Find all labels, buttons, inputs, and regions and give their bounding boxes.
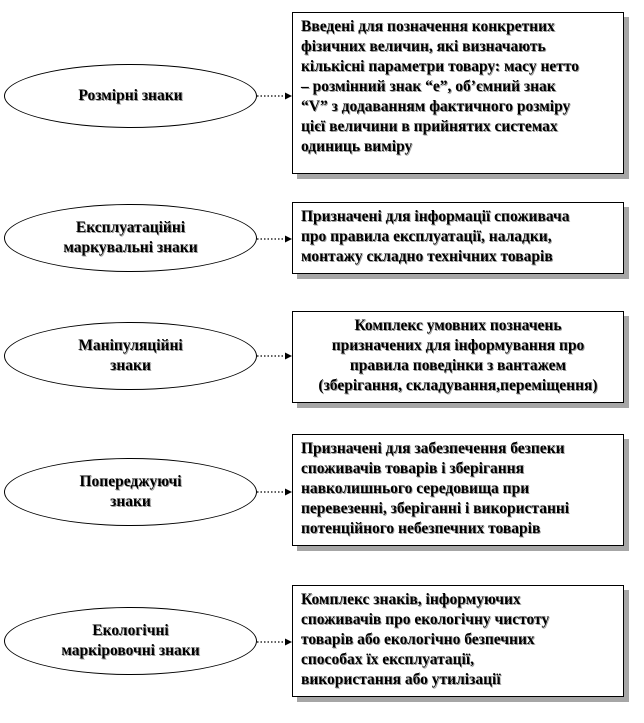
- description-line: Введені для позначення конкретних: [301, 18, 555, 35]
- description-line: способах їх експлуатації,: [301, 651, 475, 668]
- description-line: цієї величини в прийнятих системах: [301, 118, 558, 135]
- description-box: [292, 585, 624, 697]
- description-line: потенційного небезпечних товарів: [301, 520, 541, 537]
- sign-type-ellipse: [4, 204, 257, 272]
- description-line: “V” з додаванням фактичного розміру: [301, 98, 571, 115]
- dotted-arrow-icon: [257, 351, 292, 361]
- description-box: [292, 202, 624, 274]
- description-box: [292, 311, 624, 403]
- dotted-arrow-icon: [257, 91, 292, 101]
- description-line: фізичних величин, які визначають: [301, 38, 546, 55]
- description-line: Комплекс умовних позначень: [354, 317, 562, 334]
- sign-type-ellipse: [4, 322, 257, 390]
- description-line: перевезенні, зберіганні і використанні: [301, 500, 570, 517]
- dotted-arrow-icon: [257, 487, 292, 497]
- sign-type-ellipse: [4, 458, 257, 526]
- description-line: правила поведінки з вантажем: [349, 357, 567, 374]
- description-line: споживачів товарів і зберігання: [301, 460, 525, 477]
- description-line: Призначені для інформації споживача: [301, 208, 570, 225]
- arrow-connector: [257, 637, 292, 647]
- description-box: [292, 434, 624, 546]
- sign-type-label: Попереджуючі: [79, 473, 182, 490]
- sign-type-ellipse: [4, 607, 257, 675]
- description-line: монтажу складно технічних товарів: [301, 248, 553, 265]
- description-line: про правила експлуатації, наладки,: [301, 228, 552, 245]
- description-line: Комплекс знаків, інформуючих: [301, 591, 521, 608]
- dotted-arrow-icon: [257, 637, 292, 647]
- description-line: (зберігання, складування,переміщення): [318, 377, 598, 394]
- arrow-connector: [257, 91, 292, 101]
- description-line: одиниць виміру: [301, 138, 413, 155]
- sign-type-label: маркіровочні знаки: [61, 642, 200, 659]
- description-line: – розмінний знак “e”, об’ємний знак: [301, 78, 556, 95]
- sign-type-label: Експлуатаційні: [75, 219, 186, 236]
- description-line: товарів або екологічно безпечних: [301, 631, 535, 648]
- sign-type-label: Розмірні знаки: [78, 87, 183, 104]
- description-line: використання або утилізації: [301, 671, 501, 688]
- sign-type-label: Екологічні: [92, 622, 169, 639]
- arrow-connector: [257, 234, 292, 244]
- description-line: навколишнього середовища при: [301, 480, 530, 497]
- sign-type-label: знаки: [110, 493, 151, 510]
- sign-type-ellipse: [4, 64, 257, 128]
- sign-type-label: маркувальні знаки: [63, 239, 198, 256]
- sign-type-label: Маніпуляційні: [78, 337, 183, 354]
- arrow-connector: [257, 351, 292, 361]
- description-line: кількісні параметри товару: масу нетто: [301, 58, 580, 75]
- description-line: призначених для інформування про: [331, 337, 585, 354]
- description-line: Призначені для забезпечення безпеки: [301, 440, 565, 457]
- arrow-connector: [257, 487, 292, 497]
- description-line: споживачів про екологічну чистоту: [301, 611, 550, 628]
- dotted-arrow-icon: [257, 234, 292, 244]
- sign-type-label: знаки: [110, 357, 151, 374]
- description-box: [292, 12, 624, 174]
